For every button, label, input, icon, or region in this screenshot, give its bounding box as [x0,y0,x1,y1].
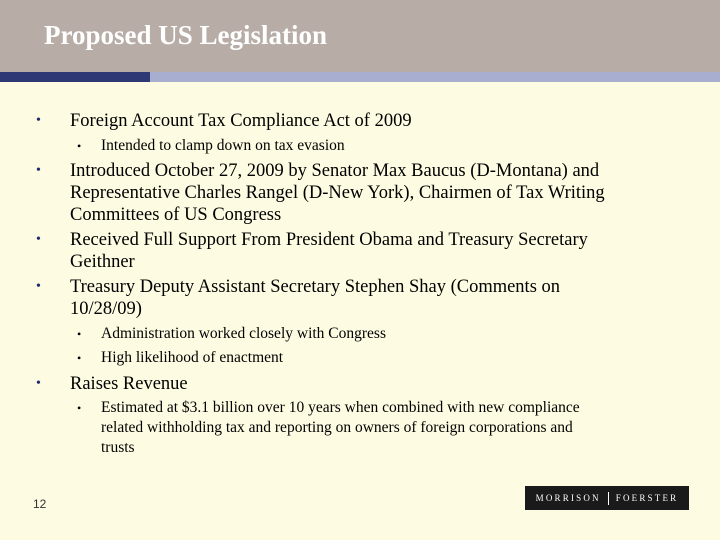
logo-divider [608,492,609,505]
bullet-icon: • [36,279,41,294]
sub-bullet-item [77,136,345,156]
bullet-text: Foreign Account Tax Compliance Act of 2009 [70,111,412,131]
bullet-text: Raises Revenue [70,374,188,394]
bullet-item [36,229,588,273]
logo-left-text: MORRISON [535,493,601,503]
sub-bullet-text: Estimated at $3.1 billion over 10 years when combined with new compliance related withholding tax and reporting on owners of foreign corporations and trusts [101,399,580,456]
sub-bullet-text: Intended to clamp down on tax evasion [101,137,345,154]
bullet-text: Received Full Support From President Obama and Treasury Secretary Geithner [70,230,588,272]
bullet-icon: • [36,232,41,247]
bullet-text: Treasury Deputy Assistant Secretary Stephen Shay (Comments on 10/28/09) [70,277,561,319]
sub-bullet-item [77,324,386,344]
sub-bullet-item [77,398,580,458]
page-number: 12 [33,497,47,511]
sub-bullet-text: Administration worked closely with Congress [101,325,386,342]
bullet-item [36,373,188,395]
sub-bullet-text: High likelihood of enactment [101,349,284,366]
slide-title: Proposed US Legislation [44,20,328,50]
bullet-text: Introduced October 27, 2009 by Senator Max Baucus (D-Montana) and Representative Charles Rangel (D-New York), Chairmen of Tax Writing Committees of US Congress [70,161,605,225]
bullet-item [36,110,412,132]
bullet-item [36,160,605,226]
sub-bullet-item [77,348,284,368]
bullet-icon: • [36,163,41,178]
sub-bullet-icon: • [77,401,82,415]
bullet-item [36,276,561,320]
sub-bullet-icon: • [77,327,82,341]
bullet-icon: • [36,376,41,391]
sub-bullet-icon: • [77,139,82,153]
bullet-icon: • [36,113,41,128]
sub-bullet-icon: • [77,351,82,365]
morrison-foerster-logo [525,486,689,510]
logo-right-text: FOERSTER [615,493,679,503]
